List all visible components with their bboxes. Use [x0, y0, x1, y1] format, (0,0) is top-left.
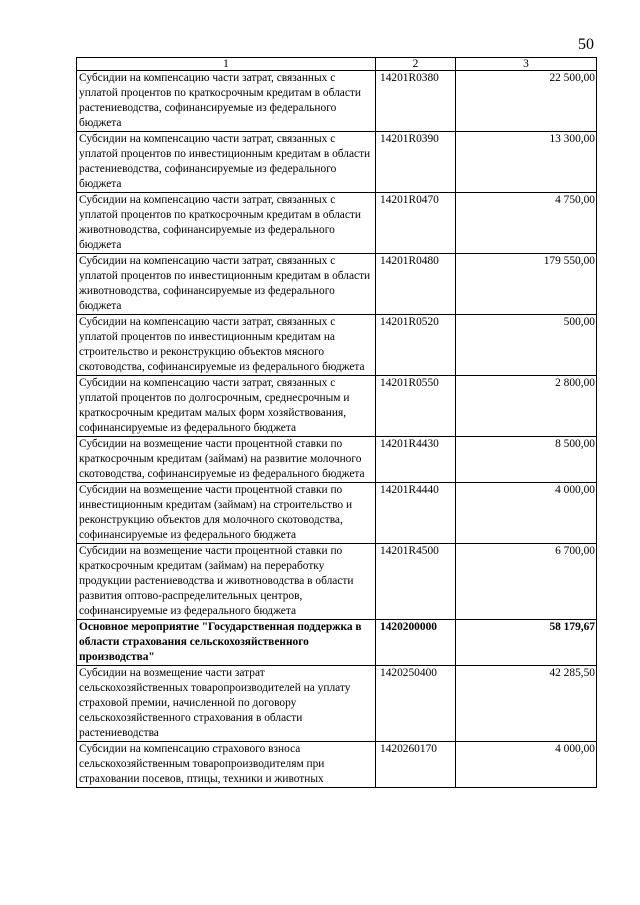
table-row [77, 666, 597, 742]
row-code-cell: 14201R0380 [376, 71, 456, 132]
row-code-cell: 14201R0470 [376, 193, 456, 254]
row-code-cell: 14201R4500 [376, 544, 456, 620]
row-name-cell: Субсидии на возмещение части затрат сельскохозяйственных товаропроизводителей на уплату страховой премии, начисленной по договору сельскохозяйственного страхования в области растениеводства [77, 666, 376, 742]
row-name-cell: Субсидии на компенсацию части затрат, связанных с уплатой процентов по краткосрочным кредитам в области растениеводства, софинансируемые из федерального бюджета [77, 71, 376, 132]
row-amount-cell: 2 800,00 [456, 376, 597, 437]
table-row [77, 376, 597, 437]
table-row [77, 315, 597, 376]
row-amount-cell: 58 179,67 [456, 620, 597, 666]
row-code-cell: 14201R0520 [376, 315, 456, 376]
row-amount-cell: 22 500,00 [456, 71, 597, 132]
budget-table [76, 57, 597, 788]
row-name-cell: Субсидии на компенсацию страхового взноса сельскохозяйственным товаропроизводителям при страховании посевов, птицы, техники и животных [77, 742, 376, 788]
table-row [77, 193, 597, 254]
row-name-cell: Субсидии на компенсацию части затрат, связанных с уплатой процентов по долгосрочным, среднесрочным и краткосрочным кредитам малых форм хозяйствования, софинансируемые из федерального бюджета [77, 376, 376, 437]
row-code-cell: 1420250400 [376, 666, 456, 742]
row-name-cell: Субсидии на возмещение части процентной ставки по инвестиционным кредитам (займам) на строительство и реконструкцию объектов для молочного скотоводства, софинансируемые из федерального бюджета [77, 483, 376, 544]
row-name-cell: Субсидии на компенсацию части затрат, связанных с уплатой процентов по инвестиционным кредитам в области животноводства, софинансируемые из федерального бюджета [77, 254, 376, 315]
page-number: 50 [578, 36, 594, 53]
row-code-cell: 14201R0390 [376, 132, 456, 193]
table-row [77, 620, 597, 666]
row-code-cell: 14201R4440 [376, 483, 456, 544]
row-code-cell: 14201R0550 [376, 376, 456, 437]
table-row [77, 254, 597, 315]
column-header-name: 1 [77, 58, 376, 71]
table-row [77, 544, 597, 620]
table-row [77, 132, 597, 193]
table-header-row [77, 58, 597, 71]
table-row [77, 71, 597, 132]
row-code-cell: 14201R0480 [376, 254, 456, 315]
row-amount-cell: 13 300,00 [456, 132, 597, 193]
column-header-amount: 3 [456, 58, 597, 71]
row-code-cell: 1420260170 [376, 742, 456, 788]
row-amount-cell: 4 000,00 [456, 483, 597, 544]
row-amount-cell: 179 550,00 [456, 254, 597, 315]
row-code-cell: 1420200000 [376, 620, 456, 666]
row-amount-cell: 42 285,50 [456, 666, 597, 742]
table-row [77, 437, 597, 483]
row-name-cell: Субсидии на компенсацию части затрат, связанных с уплатой процентов по инвестиционным кредитам на строительство и реконструкцию объектов мясного скотоводства, софинансируемые из федерального бюджета [77, 315, 376, 376]
row-amount-cell: 4 000,00 [456, 742, 597, 788]
column-header-code: 2 [376, 58, 456, 71]
table-row [77, 483, 597, 544]
table-row [77, 742, 597, 788]
row-amount-cell: 4 750,00 [456, 193, 597, 254]
row-name-cell: Субсидии на компенсацию части затрат, связанных с уплатой процентов по краткосрочным кредитам в области животноводства, софинансируемые из федерального бюджета [77, 193, 376, 254]
row-name-cell: Субсидии на возмещение части процентной ставки по краткосрочным кредитам (займам) на переработку продукции растениеводства и животноводства в области развития оптово-распределительных центров, софинансируемые из федерального бюджета [77, 544, 376, 620]
row-name-cell: Основное мероприятие "Государственная поддержка в области страхования сельскохозяйственного производства" [77, 620, 376, 666]
row-name-cell: Субсидии на компенсацию части затрат, связанных с уплатой процентов по инвестиционным кредитам в области растениеводства, софинансируемые из федерального бюджета [77, 132, 376, 193]
row-code-cell: 14201R4430 [376, 437, 456, 483]
row-amount-cell: 8 500,00 [456, 437, 597, 483]
row-amount-cell: 6 700,00 [456, 544, 597, 620]
row-amount-cell: 500,00 [456, 315, 597, 376]
row-name-cell: Субсидии на возмещение части процентной ставки по краткосрочным кредитам (займам) на развитие молочного скотоводства, софинансируемые из федерального бюджета [77, 437, 376, 483]
